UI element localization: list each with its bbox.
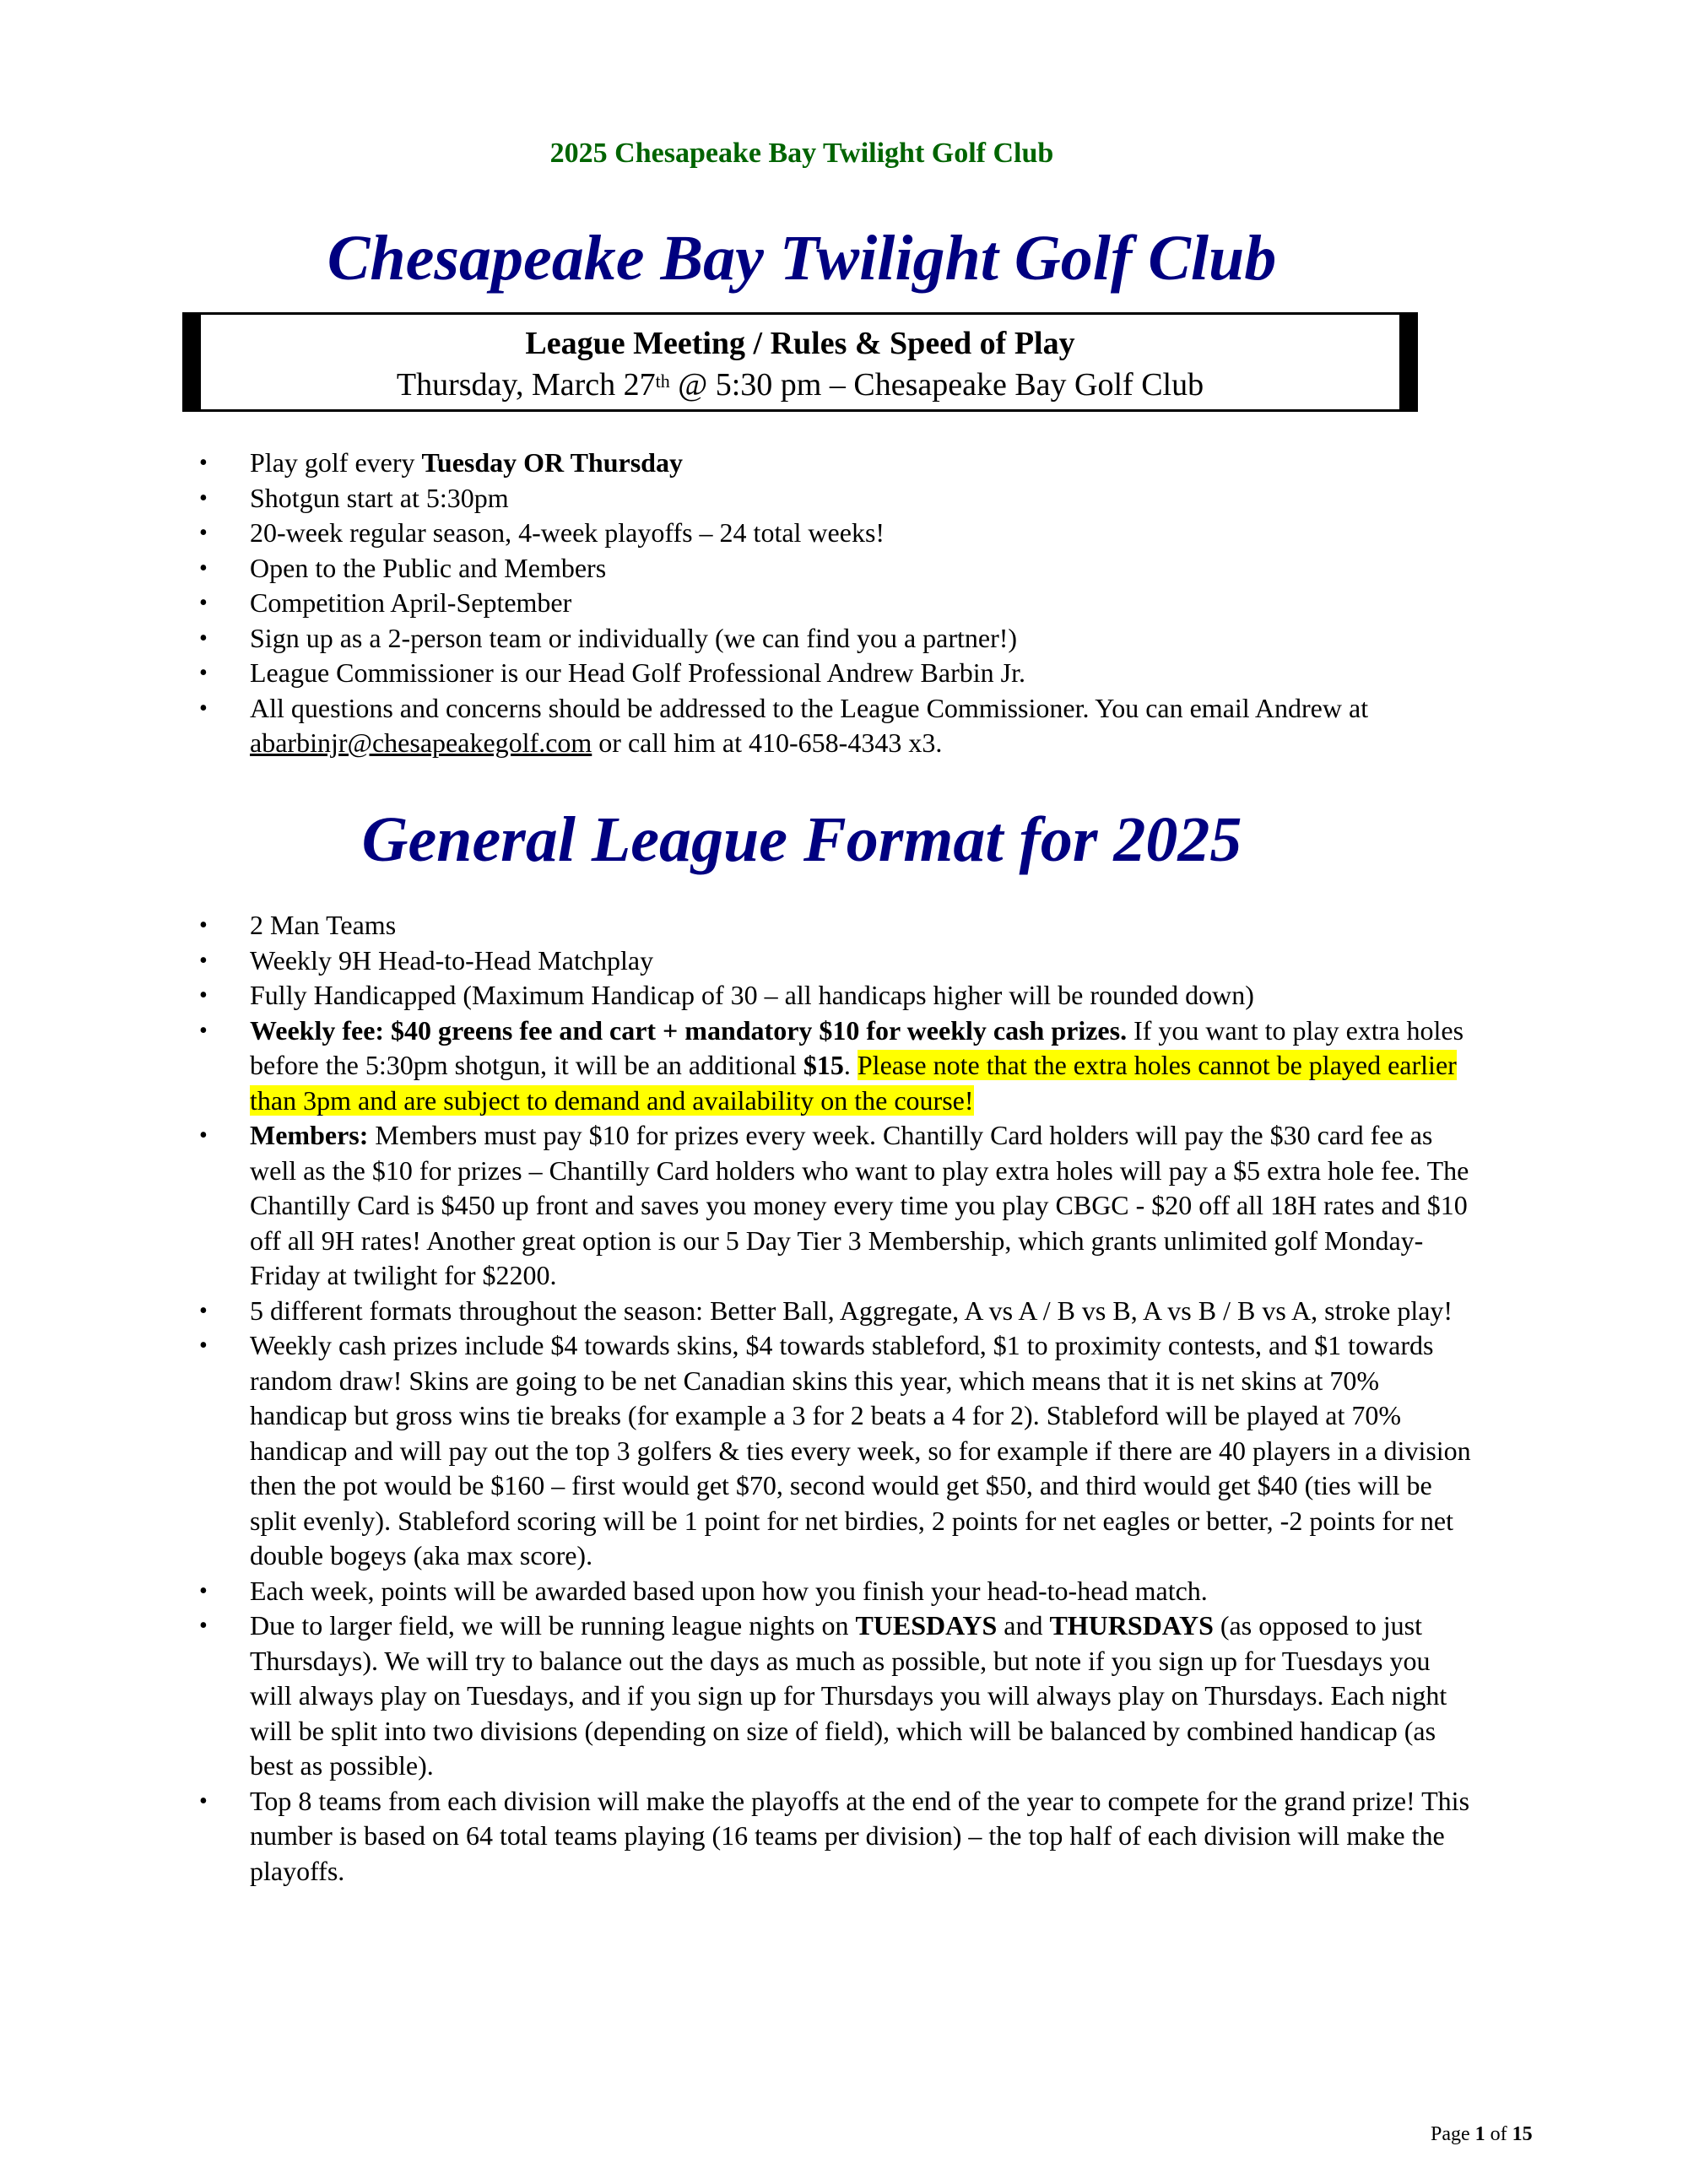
list-item	[196, 516, 1479, 551]
list-item	[196, 1328, 1479, 1574]
text: Due to larger field, we will be running league nights on	[250, 1610, 856, 1641]
text: Fully Handicapped (Maximum Handicap of 30 – all handicaps higher will be rounded down)	[250, 980, 1254, 1010]
highlighted-note: Please note that the extra holes cannot be played earlier than 3pm and are subject to demand and availability on the course!	[250, 1050, 1457, 1116]
text: or call him at 410-658-4343 x3.	[592, 727, 943, 758]
text: Sign up as a 2-person team or individually (we can find you a partner!)	[250, 622, 1018, 653]
page-label: Page	[1431, 2123, 1475, 2145]
bullet-icon: •	[199, 554, 208, 581]
text: 20-week regular season, 4-week playoffs – 24 total weeks!	[250, 517, 885, 548]
text: Weekly cash prizes include $4 towards skins, $4 towards stableford, $1 to proximity contests, and $1 towards random draw! Skins are going to be net Canadian skins this year, which means that it is net skins at 70% handicap but gross wins tie breaks (for example a 3 for 2 beats a 4 for 2). Stableford will be played at 70% handicap and will pay out the top 3 golfers & ties every week, so for example if there are 40 players in a division then the pot would be $160 – first would get $70, second would get $50, and third would get $40 (ties will be split evenly). Stableford scoring will be 1 point for net birdies, 2 points for net eagles or better, -2 points for net double bogeys (aka max score).	[250, 1330, 1471, 1570]
bullet-icon: •	[199, 1577, 208, 1604]
text: All questions and concerns should be addressed to the League Commissioner. You can email Andrew at	[250, 692, 1369, 723]
page-total: 15	[1512, 2123, 1533, 2145]
text: Shotgun start at 5:30pm	[250, 482, 509, 513]
format-bullet-list	[196, 908, 1479, 1889]
bullet-icon: •	[199, 1297, 208, 1324]
document-header: 2025 Chesapeake Bay Twilight Golf Club	[549, 138, 1054, 169]
page-number: 1	[1474, 2123, 1485, 2145]
list-item	[196, 691, 1479, 761]
text: 5 different formats throughout the season: Better Ball, Aggregate, A vs A / B vs B, A vs B / B vs A, stroke play!	[250, 1295, 1453, 1326]
bold-text: Weekly fee: $40 greens fee and cart + mandatory $10 for weekly cash prizes.	[250, 1014, 1128, 1046]
bullet-icon: •	[199, 484, 208, 511]
bullet-icon: •	[199, 1017, 208, 1044]
list-item	[196, 1608, 1479, 1784]
list-item	[196, 943, 1479, 979]
bold-text: $15	[803, 1050, 844, 1080]
list-item	[196, 656, 1479, 691]
list-item	[196, 1014, 1479, 1119]
bullet-icon: •	[199, 660, 208, 686]
email-link[interactable]: abarbinjr@chesapeakegolf.com	[250, 727, 592, 758]
bullet-icon: •	[199, 590, 208, 616]
text: Play golf every	[250, 447, 422, 478]
text: League Commissioner is our Head Golf Professional Andrew Barbin Jr.	[250, 657, 1025, 688]
text: 2 Man Teams	[250, 910, 397, 940]
bullet-icon: •	[199, 450, 208, 476]
text: .	[843, 1050, 858, 1080]
text: Weekly 9H Head-to-Head Matchplay	[250, 944, 654, 976]
list-item	[196, 586, 1479, 621]
bullet-icon: •	[199, 624, 208, 651]
bullet-icon: •	[199, 912, 208, 938]
text: and	[997, 1610, 1050, 1641]
list-item	[196, 446, 1479, 481]
bold-text: Tuesday OR Thursday	[421, 447, 683, 478]
list-item	[196, 481, 1479, 516]
page-number-footer	[1431, 2123, 1533, 2146]
list-item	[196, 1784, 1479, 1889]
format-section-title: General League Format for 2025	[361, 804, 1242, 875]
bold-text: Members:	[250, 1120, 369, 1150]
bullet-icon: •	[199, 947, 208, 974]
list-item	[196, 1118, 1479, 1294]
bold-text: TUESDAYS	[855, 1610, 998, 1641]
bullet-icon: •	[199, 982, 208, 1008]
list-item	[196, 978, 1479, 1014]
bold-text: THURSDAYS	[1049, 1610, 1214, 1641]
list-item	[196, 621, 1479, 657]
list-item	[196, 908, 1479, 943]
main-title: Chesapeake Bay Twilight Golf Club	[327, 223, 1277, 294]
list-item	[196, 1294, 1479, 1329]
meeting-date	[201, 364, 1399, 406]
bullet-icon: •	[199, 695, 208, 722]
bullet-icon: •	[199, 1613, 208, 1639]
list-item	[196, 1574, 1479, 1609]
bullet-icon: •	[199, 1333, 208, 1359]
bullet-icon: •	[199, 1787, 208, 1814]
text: (as opposed to just Thursdays). We will try to balance out the days as much as possible, but note if you sign up for Tuesdays you will always play on Tuesdays, and if you sign up for Thursdays you will always play on Thursdays. Each night will be split into two divisions (depending on size of field), which will be balanced by combined handicap (as best as possible).	[250, 1610, 1447, 1781]
of-label: of	[1485, 2123, 1512, 2145]
league-meeting-box	[182, 312, 1418, 412]
meeting-heading: League Meeting / Rules & Speed of Play	[525, 326, 1075, 361]
intro-bullet-list	[196, 446, 1479, 761]
text: Each week, points will be awarded based upon how you finish your head-to-head match.	[250, 1575, 1208, 1606]
text: If you want to play extra holes before the 5:30pm shotgun, it will be an additional	[250, 1014, 1464, 1080]
bullet-icon: •	[199, 1122, 208, 1149]
bullet-icon: •	[199, 520, 208, 546]
text: Competition April-September	[250, 587, 572, 618]
text: Top 8 teams from each division will make the playoffs at the end of the year to compete for the grand prize! This number is based on 64 total teams playing (16 teams per division) – the top half of each division will make the playoffs.	[250, 1785, 1470, 1886]
text: Members must pay $10 for prizes every week. Chantilly Card holders will pay the $30 card fee as well as the $10 for prizes – Chantilly Card holders who want to play extra holes will pay a $5 extra hole fee. The Chantilly Card is $450 up front and saves you money every time you play CBGC - $20 off all 18H rates and $10 off all 9H rates! Another great option is our 5 Day Tier 3 Membership, which grants unlimited golf Monday-Friday at twilight for $2200.	[250, 1120, 1469, 1290]
meeting-date-text: Thursday, March 27	[396, 367, 656, 403]
meeting-time-location: @ 5:30 pm – Chesapeake Bay Golf Club	[669, 367, 1204, 403]
text: Open to the Public and Members	[250, 552, 607, 583]
list-item	[196, 551, 1479, 587]
ordinal-suffix: th	[655, 370, 670, 392]
